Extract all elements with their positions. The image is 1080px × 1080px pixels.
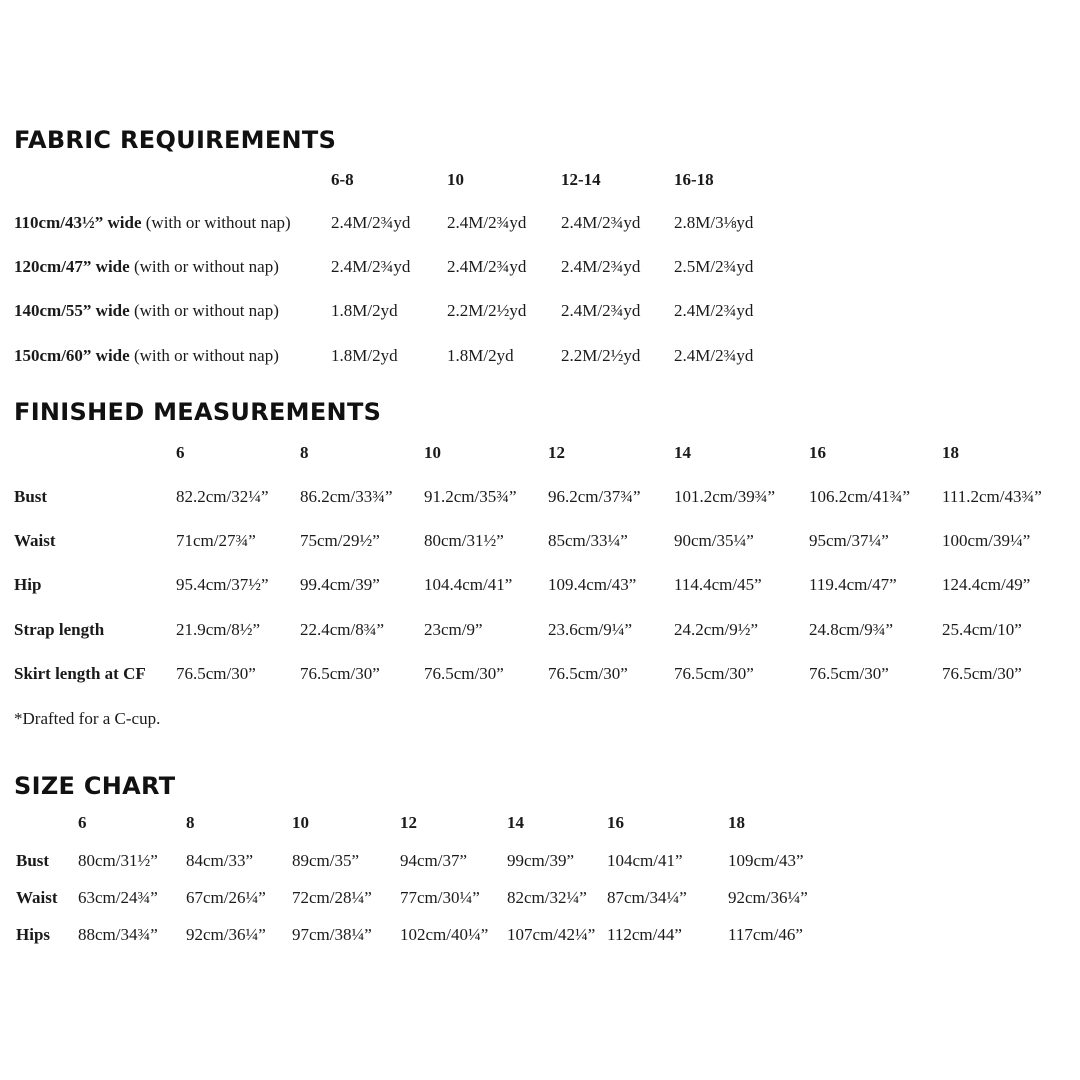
size-chart-size-header: 8 (186, 813, 195, 832)
finished-value-cell: 22.4cm/8¾” (300, 620, 385, 639)
size-chart-value-cell: 99cm/39” (507, 851, 575, 870)
fabric-value-cell: 2.4M/2¾yd (561, 213, 641, 232)
finished-value-cell: 82.2cm/32¼” (176, 487, 269, 506)
finished-size-header: 18 (942, 443, 959, 462)
size-chart-size-header: 6 (78, 813, 87, 832)
finished-value-cell: 25.4cm/10” (942, 620, 1022, 639)
fabric-row-label (14, 257, 279, 277)
fabric-value-cell: 2.4M/2¾yd (447, 213, 527, 232)
finished-value-cell: 86.2cm/33¾” (300, 487, 393, 506)
finished-value-cell: 99.4cm/39” (300, 575, 380, 594)
finished-row-label: Hip (14, 575, 42, 594)
fabric-value-cell: 2.4M/2¾yd (674, 346, 754, 365)
finished-value-cell: 24.2cm/9½” (674, 620, 759, 639)
size-chart-heading: SIZE CHART (14, 772, 176, 800)
finished-size-header: 10 (424, 443, 441, 462)
size-chart-size-header: 12 (400, 813, 417, 832)
fabric-width-label: 120cm/47” wide (14, 257, 130, 276)
nap-note-label: (with or without nap) (129, 346, 279, 365)
finished-size-header: 12 (548, 443, 565, 462)
fabric-value-cell: 2.4M/2¾yd (561, 257, 641, 276)
finished-value-cell: 100cm/39¼” (942, 531, 1031, 550)
finished-value-cell: 85cm/33¼” (548, 531, 628, 550)
size-chart-row-label: Bust (16, 851, 50, 870)
finished-value-cell: 114.4cm/45” (674, 575, 762, 594)
size-chart-value-cell: 109cm/43” (728, 851, 804, 870)
finished-value-cell: 76.5cm/30” (424, 664, 504, 683)
finished-value-cell: 75cm/29½” (300, 531, 380, 550)
size-chart-row-label: Hips (16, 925, 51, 944)
fabric-value-cell: 2.4M/2¾yd (331, 213, 411, 232)
finished-value-cell: 76.5cm/30” (176, 664, 256, 683)
fabric-value-cell: 2.4M/2¾yd (331, 257, 411, 276)
fabric-size-header: 6-8 (331, 170, 354, 189)
finished-value-cell: 23cm/9” (424, 620, 483, 639)
finished-value-cell: 76.5cm/30” (809, 664, 889, 683)
size-chart-size-header: 16 (607, 813, 624, 832)
size-chart-value-cell: 89cm/35” (292, 851, 360, 870)
fabric-row-label (14, 213, 291, 233)
finished-value-cell: 80cm/31½” (424, 531, 504, 550)
finished-value-cell: 95cm/37¼” (809, 531, 889, 550)
size-chart-value-cell: 72cm/28¼” (292, 888, 372, 907)
finished-row-label: Bust (14, 487, 48, 506)
finished-value-cell: 109.4cm/43” (548, 575, 637, 594)
fabric-value-cell: 1.8M/2yd (447, 346, 514, 365)
size-chart-size-header: 10 (292, 813, 309, 832)
finished-size-header: 14 (674, 443, 691, 462)
nap-note-label: (with or without nap) (129, 301, 279, 320)
finished-value-cell: 106.2cm/41¾” (809, 487, 911, 506)
finished-value-cell: 101.2cm/39¾” (674, 487, 776, 506)
finished-measurements-heading: FINISHED MEASUREMENTS (14, 398, 382, 426)
fabric-value-cell: 2.4M/2¾yd (561, 301, 641, 320)
fabric-value-cell: 2.5M/2¾yd (674, 257, 754, 276)
size-chart-value-cell: 88cm/34¾” (78, 925, 158, 944)
fabric-width-label: 110cm/43½” wide (14, 213, 142, 232)
size-chart-value-cell: 104cm/41” (607, 851, 683, 870)
fabric-size-header: 12-14 (561, 170, 601, 189)
fabric-width-label: 150cm/60” wide (14, 346, 130, 365)
size-chart-value-cell: 112cm/44” (607, 925, 682, 944)
size-chart-value-cell: 97cm/38¼” (292, 925, 372, 944)
finished-size-header: 8 (300, 443, 309, 462)
fabric-row-label (14, 346, 279, 366)
fabric-value-cell: 2.2M/2½yd (447, 301, 527, 320)
fabric-value-cell: 2.4M/2¾yd (674, 301, 754, 320)
size-chart-value-cell: 92cm/36¼” (728, 888, 808, 907)
finished-row-label: Waist (14, 531, 56, 550)
fabric-width-label: 140cm/55” wide (14, 301, 130, 320)
finished-value-cell: 71cm/27¾” (176, 531, 256, 550)
finished-row-label: Strap length (14, 620, 105, 639)
finished-value-cell: 24.8cm/9¾” (809, 620, 894, 639)
size-chart-value-cell: 107cm/42¼” (507, 925, 596, 944)
fabric-requirements-heading: FABRIC REQUIREMENTS (14, 126, 337, 154)
size-chart-value-cell: 80cm/31½” (78, 851, 158, 870)
finished-size-header: 16 (809, 443, 826, 462)
finished-value-cell: 76.5cm/30” (300, 664, 380, 683)
fabric-row-label (14, 301, 279, 321)
fabric-value-cell: 1.8M/2yd (331, 301, 398, 320)
finished-value-cell: 104.4cm/41” (424, 575, 513, 594)
size-chart-value-cell: 82cm/32¼” (507, 888, 587, 907)
finished-value-cell: 76.5cm/30” (548, 664, 628, 683)
nap-note-label: (with or without nap) (141, 213, 291, 232)
fabric-value-cell: 2.8M/3⅛yd (674, 213, 754, 232)
fabric-size-header: 10 (447, 170, 464, 189)
finished-size-header: 6 (176, 443, 185, 462)
cup-size-note: *Drafted for a C-cup. (14, 709, 161, 728)
fabric-value-cell: 2.2M/2½yd (561, 346, 641, 365)
size-chart-size-header: 14 (507, 813, 524, 832)
finished-value-cell: 119.4cm/47” (809, 575, 897, 594)
fabric-size-header: 16-18 (674, 170, 714, 189)
size-chart-value-cell: 77cm/30¼” (400, 888, 480, 907)
fabric-value-cell: 2.4M/2¾yd (447, 257, 527, 276)
size-chart-size-header: 18 (728, 813, 745, 832)
finished-value-cell: 23.6cm/9¼” (548, 620, 633, 639)
finished-value-cell: 124.4cm/49” (942, 575, 1031, 594)
finished-row-label: Skirt length at CF (14, 664, 146, 683)
finished-value-cell: 76.5cm/30” (942, 664, 1022, 683)
finished-value-cell: 95.4cm/37½” (176, 575, 269, 594)
finished-value-cell: 21.9cm/8½” (176, 620, 261, 639)
nap-note-label: (with or without nap) (129, 257, 279, 276)
fabric-value-cell: 1.8M/2yd (331, 346, 398, 365)
finished-value-cell: 76.5cm/30” (674, 664, 754, 683)
size-chart-value-cell: 102cm/40¼” (400, 925, 489, 944)
size-chart-value-cell: 87cm/34¼” (607, 888, 687, 907)
size-chart-value-cell: 67cm/26¼” (186, 888, 266, 907)
finished-value-cell: 90cm/35¼” (674, 531, 754, 550)
size-chart-value-cell: 94cm/37” (400, 851, 468, 870)
finished-value-cell: 111.2cm/43¾” (942, 487, 1042, 506)
finished-value-cell: 91.2cm/35¾” (424, 487, 517, 506)
finished-value-cell: 96.2cm/37¾” (548, 487, 641, 506)
size-chart-value-cell: 84cm/33” (186, 851, 254, 870)
size-chart-value-cell: 63cm/24¾” (78, 888, 158, 907)
size-chart-row-label: Waist (16, 888, 58, 907)
size-chart-value-cell: 92cm/36¼” (186, 925, 266, 944)
size-chart-value-cell: 117cm/46” (728, 925, 803, 944)
